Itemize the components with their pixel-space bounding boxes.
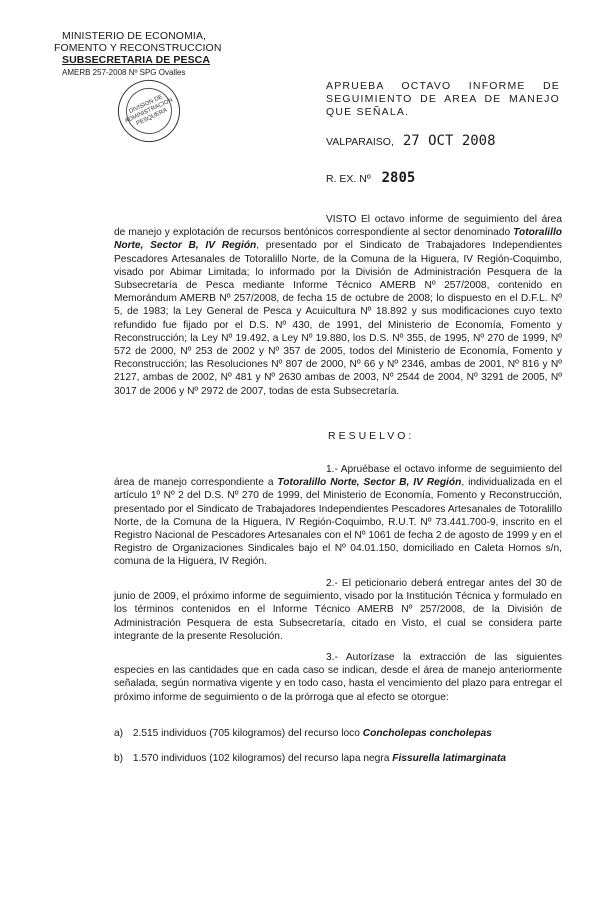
- list-item: [114, 752, 562, 765]
- visto-sector: Totoralillo Norte, Sector B, IV Región: [114, 227, 562, 252]
- resolution-number: 2805: [381, 170, 416, 186]
- resolution-item-1: [114, 463, 562, 569]
- ministry-line-2: FOMENTO Y RECONSTRUCCION: [54, 42, 222, 54]
- item1-text-1: 1.- Apruébase el octavo informe de seguimiento del área de manejo correspondiente a: [114, 464, 562, 489]
- date-label: VALPARAISO,: [326, 136, 394, 148]
- date-line: [326, 133, 496, 149]
- visto-paragraph: [114, 213, 562, 398]
- list-text-b: 1.570 individuos (102 kilogramos) del recurso lapa negra: [132, 753, 393, 764]
- list-marker-a: a): [114, 728, 124, 739]
- division-stamp: [108, 70, 190, 152]
- visto-text-1: El octavo informe de seguimiento del área de manejo y explotación de recursos bentónicos correspondiente al sector denominado: [114, 214, 562, 239]
- resuelvo-heading: RESUELVO:: [328, 430, 415, 442]
- stamp-text: DIVISION DE ADMINISTRACION PESQUERA: [123, 93, 174, 127]
- ministry-line-1: MINISTERIO DE ECONOMIA,: [62, 30, 207, 42]
- resolution-item-3: [114, 651, 562, 704]
- item2-text: 2.- El peticionario deberá entregar antes del 30 de junio de 2009, el próximo informe de seguimiento, visado por la Institución Técnica y formulado en los términos contenidos en el Informe Técnico AMERB Nº 257/2008, de la División de Administración Pesquera de esta Subsecretaría, citado en Visto, el cual se considera parte integrante de la presente Resolución.: [114, 578, 562, 642]
- item3-text: 3.- Autorízase la extracción de las siguientes especies en las cantidades que en cada caso se indican, desde el área de manejo anteriormente señalada, según normativa vigente y en todo caso, hasta el vencimiento del plazo para entregar el próximo informe de seguimiento o de la prórroga que al efecto se otorgue:: [114, 652, 562, 703]
- document-title: APRUEBA OCTAVO INFORME DE SEGUIMIENTO DE AREA DE MANEJO QUE SEÑALA.: [326, 80, 560, 118]
- stamp-inner-ring: [118, 80, 179, 141]
- resolution-line: [326, 170, 415, 186]
- date-value: 27 OCT 2008: [402, 133, 496, 149]
- list-marker-b: b): [114, 753, 124, 764]
- item1-sector: Totoralillo Norte, Sector B, IV Región: [277, 477, 462, 489]
- resolution-item-2: [114, 577, 562, 643]
- visto-label: VISTO: [326, 214, 357, 225]
- resolution-label: R. EX. Nº: [326, 173, 371, 185]
- ministry-line-3: SUBSECRETARIA DE PESCA: [62, 54, 211, 66]
- species-a: Concholepas concholepas: [362, 728, 492, 739]
- list-text-a: 2.515 individuos (705 kilogramos) del recurso loco: [132, 728, 363, 739]
- list-item: [114, 727, 562, 740]
- ministry-line-4: AMERB 257-2008 Nº SPG Ovalles: [62, 68, 186, 77]
- species-b: Fissurella latimarginata: [392, 753, 507, 764]
- visto-text-2: , presentado por el Sindicato de Trabajadores Independientes Pescadores Artesanales de Totoralillo Norte, de la Comuna de la Higuera, IV Región-Coquimbo, visado por Abimar Limitada; lo informado por la División de Administración Pesquera de la Subsecretaría de Pesca mediante Informe Técnico AMERB Nº 257/2008, contenido en Memorándum AMERB Nº 257/2008, de fecha 15 de octubre de 2008; lo dispuesto en el D.F.L. Nº 5, de 1983; la Ley General de Pesca y Acuicultura Nº 18.892 y sus modificaciones cuyo texto refundido fue fijado por el D.S. Nº 430, de 1991, del Ministerio de Economía, Fomento y Reconstrucción; la Ley Nº 19.492, a Ley Nº 19.880, los D.S. Nº 355, de 1995, Nº 270 de 1999, Nº 572 de 2000, Nº 253 de 2002 y Nº 357 de 2005, todos del Ministerio de Economía, Fomento y Reconstrucción; las Resoluciones Nº 807 de 2000, Nº 66 y Nº 2346, ambas de 2001, Nº 816 y Nº 2127, ambas de 2002, Nº 481 y Nº 2630 ambas de 2003, Nº 2544 de 2004, Nº 3291 de 2005, Nº 3017 de 2006 y Nº 2972 de 2007, todas de esta Subsecretaría.: [114, 240, 563, 397]
- item1-text-2: , individualizada en el artículo 1º Nº 2 del D.S. Nº 270 de 1999, del Ministerio de Economía, Fomento y Reconstrucción, presentado por el Sindicato de Trabajadores Independientes Pescadores Artesanales de Totoralillo Norte, de la Comuna de la Higuera, IV Región-Coquimbo, R.U.T. Nº 73.441.700-9, inscrito en el Registro Nacional de Pescadores Artesanales con el Nº 1061 de fecha 2 de agosto de 1999 y en el Registro de Organizaciones Sindicales bajo el Nº 04.01.150, domiciliado en Caleta Hornos s/n, comuna de la Higuera, IV Región.: [114, 477, 562, 568]
